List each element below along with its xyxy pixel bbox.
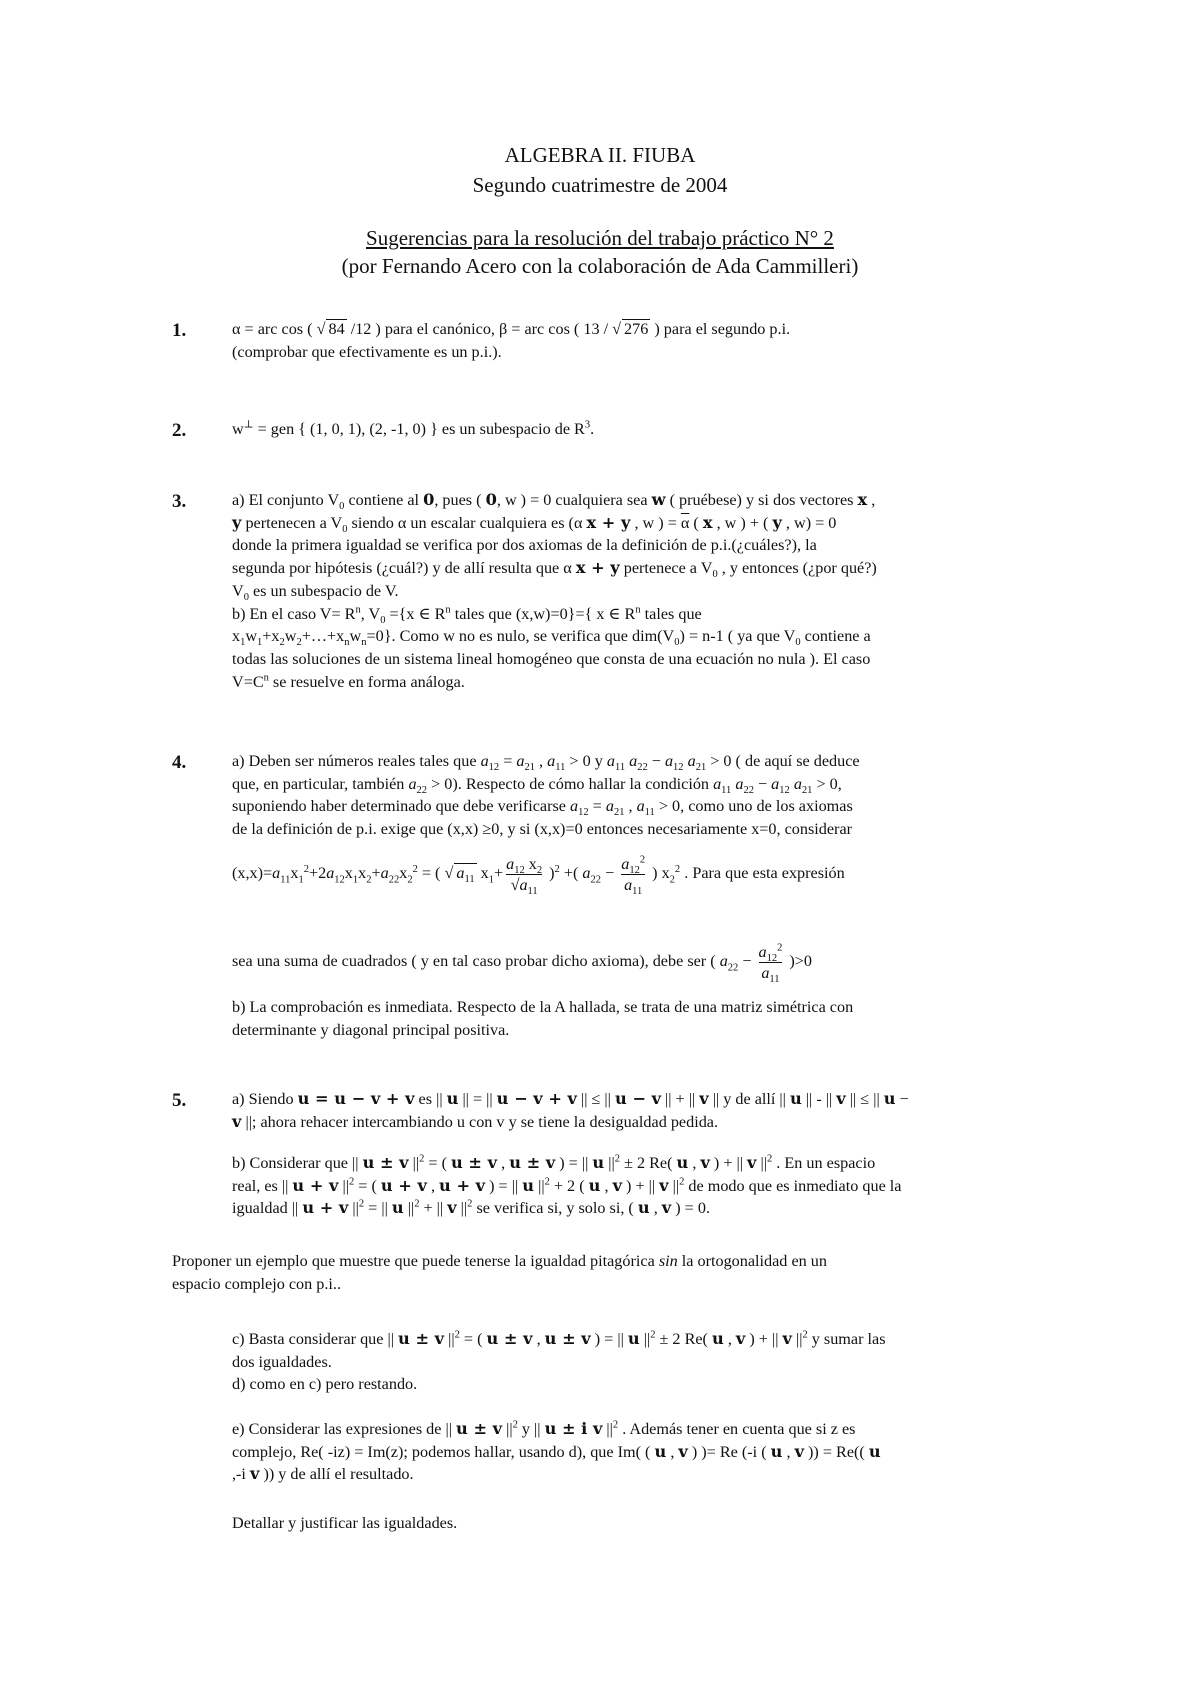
text-line: suponiendo haber determinado que debe verificarse $a_{12} = a_{21}$ , $a_{11} > 0$, como uno de los axiomas — [232, 797, 853, 819]
section-5-a — [232, 1088, 1042, 1133]
text-line: b) La comprobación es inmediata. Respecto de la A hallada, se trata de una matriz simétrica con — [232, 998, 854, 1016]
fraction: $\frac{a_{12}^2}{a_{11}}$ — [621, 854, 646, 898]
text-line: y pertenecen a $V_0$ siendo α un escalar cualquiera es (α x + y , w ) = $\overline{\alpha}$ ( x , w ) + ( y , w) = 0 — [232, 512, 837, 535]
text-line: segunda por hipótesis (¿cuál?) y de allí resulta que α x + y pertenece a $V_0$ , y entonces (¿por qué?) — [232, 558, 877, 581]
text-line: a) Deben ser números reales tales que $a_{12} = a_{21}$ , $a_{11} > 0$ y $a_{11}$ $a_{22} - a_{12}$ $a_{21} > 0$ ( de aquí se deduce — [232, 752, 860, 774]
text-line: b) En el caso $V= R^n$, $V_0 =\{x$ ∈ $R^n$ tales que (x,w)=0}={ x ∈ $R^n$ tales que — [232, 604, 702, 626]
item-number: 2. — [172, 420, 187, 441]
course-title: ALGEBRA II. FIUBA — [504, 143, 696, 167]
section-1 — [232, 318, 1042, 363]
text-line: d) como en c) pero restando. — [232, 1375, 418, 1394]
text-line: e) Considerar las expresiones de || u ± v $||^2$ y || u ± i v $||^2$ . Además tener en cuenta que si z es — [232, 1419, 856, 1438]
section-4-equation — [232, 854, 1042, 898]
text-line: (comprobar que efectivamente es un p.i.). — [232, 342, 502, 361]
term-line: Segundo cuatrimestre de 2004 — [472, 173, 728, 197]
sqrt-symbol: √ — [316, 320, 326, 338]
section-4 — [232, 750, 1042, 841]
item-number: 1. — [172, 320, 187, 341]
section-5-e — [232, 1418, 1042, 1486]
text-line: v ||; ahora rehacer intercambiando u con v y se tiene la desigualdad pedida. — [232, 1111, 719, 1131]
section-4-condition — [232, 942, 1042, 986]
text-line: $x_1w_1+x_2w_2+\dots+x_nw_n=0$}. Como w no es nulo, se verifica que $dim(V_0) = n-1$ ( ya que $V_0$ contiene a — [232, 627, 871, 649]
text-line: w⊥ = gen { (1, 0, 1), (2, -1, 0) } es un subespacio de $R^3$. — [232, 419, 595, 438]
sqrt-symbol: √ — [612, 320, 622, 338]
text-line: b) Considerar que || u ± v $||^2$ = ( u ± v , u ± v ) = || u $||^2 \pm 2$ Re( u , v ) + || v $||^2$ . En un espacio — [232, 1153, 876, 1172]
document-subtitle: Sugerencias para la resolución del trabajo práctico N° 2 — [366, 226, 834, 250]
text-line: igualdad || u + v $||^2$ = || u $||^2$ + || v $||^2$ se verifica si, y solo si, ( u , v ) = 0. — [232, 1198, 710, 1218]
text-line: Proponer un ejemplo que muestre que puede tenerse la igualdad pitagórica sin la ortogonalidad en un — [172, 1252, 827, 1270]
sqrt-symbol: √ — [510, 876, 520, 894]
text-line: α = arc cos ( √ 84 /12 ) para el canónico, β = arc cos ( 13 / √ 276 ) para el segundo p.i. — [232, 320, 791, 338]
text-line: todas las soluciones de un sistema lineal homogéneo que consta de una ecuación no nula ). El caso — [232, 649, 871, 668]
section-4-b — [232, 996, 1042, 1041]
authors-line: (por Fernando Acero con la colaboración de Ada Cammilleri) — [341, 254, 859, 278]
equation-line: sea una suma de cuadrados ( y en tal caso probar dicho axioma), debe ser ( $a_{22}$ − $\frac{a_{12}^2}{a_{11}}$ )>0 — [232, 942, 813, 986]
text-line: que, en particular, también $a_{22} > 0$). Respecto de cómo hallar la condición $a_{11}$ $a_{22} - a_{12}$ $a_{21} > 0$, — [232, 774, 842, 796]
closing-note — [232, 1512, 1042, 1535]
item-number: 5. — [172, 1090, 187, 1111]
text-line: c) Basta considerar que || u ± v $||^2$ = ( u ± v , u ± v ) = || u $||^2 \pm 2$ Re( u , v ) + || v $||^2$ y sumar las — [232, 1329, 886, 1348]
section-2 — [232, 418, 1042, 441]
equation-line: $(x,x)=a_{11}x_1^2+2a_{12}x_1x_2+a_{22}x_2^2$ = ( √ $a_{11}$ $x_1+$ $\frac{a_{12} x_2}{√a_{11}}$ )$^2$ +( $a_{22}$ − $\frac{a_{12}^2}{a_{11}}$ ) $x_2^2$ . Para que esta expresión — [232, 854, 845, 898]
text-line: espacio complejo con p.i.. — [172, 1274, 342, 1293]
text-line: real, es || u + v $||^2$ = ( u + v , u + v ) = || u $||^2 + 2$ ( u , v ) + || v $||^2$ de modo que es inmediato que la — [232, 1175, 902, 1195]
fraction: $\frac{a_{12} x_2}{√a_{11}}$ — [506, 855, 543, 898]
text-line: Detallar y justificar las igualdades. — [232, 1514, 458, 1532]
text-line: determinante y diagonal principal positiva. — [232, 1020, 510, 1039]
pythagorean-prompt — [172, 1250, 1042, 1295]
sqrt-symbol: √ — [444, 864, 454, 883]
text-line: de la definición de p.i. exige que (x,x) ≥0, y si (x,x)=0 entonces necesariamente x=0, considerar — [232, 820, 853, 839]
item-number: 3. — [172, 491, 187, 512]
item-number: 4. — [172, 752, 187, 773]
text-line: ,-i v )) y de allí el resultado. — [232, 1464, 414, 1484]
text-line: complejo, Re( -iz) = Im(z); podemos hallar, usando d), que Im( ( u , v ) )= Re (-i ( u , v )) = Re(( u — [232, 1441, 881, 1461]
text-line: a) Siendo u = u − v + v es || u || = || u − v + v || ≤ || u − v || + || v || y de allí || u || - || v || ≤ || u − — [232, 1089, 909, 1108]
section-3 — [232, 489, 1042, 693]
fraction: $\frac{a_{12}^2}{a_{11}}$ — [758, 942, 783, 986]
section-5-b — [232, 1152, 1042, 1220]
section-5-c — [232, 1328, 1042, 1396]
text-line: a) El conjunto $V_0$ contiene al 0, pues ( 0, w ) = 0 cualquiera sea w ( pruébese) y si dos vectores x , — [232, 490, 876, 513]
text-line: donde la primera igualdad se verifica por dos axiomas de la definición de p.i.(¿cuáles?), la — [232, 536, 817, 555]
text-line: dos igualdades. — [232, 1352, 332, 1371]
text-line: $V_0$ es un subespacio de V. — [232, 581, 399, 604]
text-line: $V=C^n$ se resuelve en forma análoga. — [232, 672, 465, 691]
